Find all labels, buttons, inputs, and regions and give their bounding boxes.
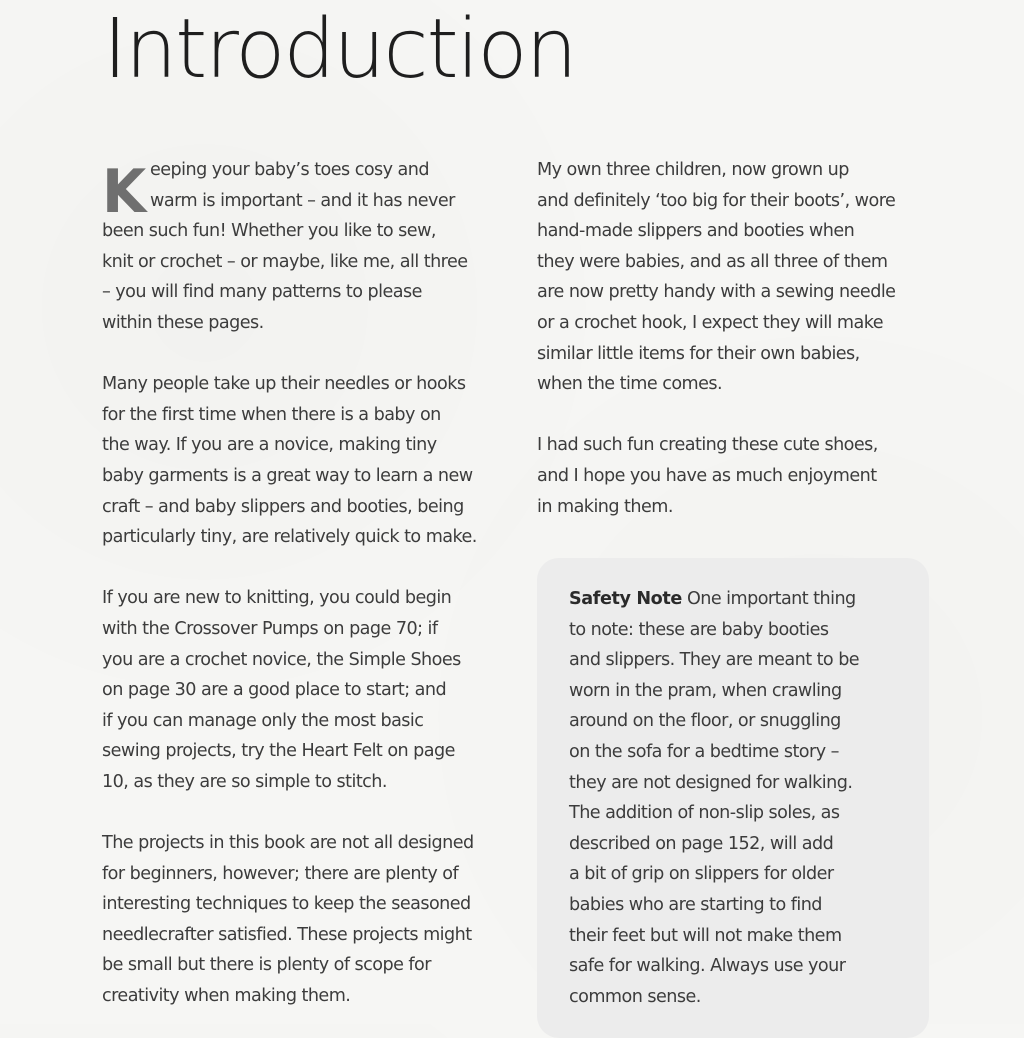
- text-line: eeping your baby’s toes cosy and: [150, 160, 430, 180]
- text-line: and definitely ‘too big for their boots’, wore: [537, 190, 896, 211]
- text-line: to note: these are baby booties: [569, 619, 829, 640]
- text-line: around on the floor, or snuggling: [569, 711, 841, 732]
- right-column: [537, 155, 947, 522]
- paragraph-intro: [102, 155, 512, 339]
- paragraph-gap: [102, 797, 512, 828]
- text-line: interesting techniques to keep the seasoned: [102, 894, 471, 915]
- paragraph-beginner-projects: [102, 583, 512, 797]
- text-line: and slippers. They are meant to be: [569, 650, 860, 671]
- text-line: are now pretty handy with a sewing needle: [537, 282, 896, 303]
- text-line: The projects in this book are not all designed: [102, 833, 474, 854]
- paragraph-advanced: [102, 828, 512, 1012]
- paragraph-children: [537, 155, 947, 400]
- text-line: in making them.: [537, 496, 673, 517]
- paragraph-novice: [102, 369, 512, 553]
- safety-note-box: [537, 558, 929, 1038]
- text-line: a bit of grip on slippers for older: [569, 864, 834, 885]
- text-line: described on page 152, will add: [569, 833, 834, 854]
- text-line: been such fun! Whether you like to sew,: [102, 221, 436, 242]
- text-line: similar little items for their own babies,: [537, 343, 860, 364]
- text-line: or a crochet hook, I expect they will make: [537, 312, 884, 333]
- paragraph-gap: [102, 339, 512, 370]
- text-line: worn in the pram, when crawling: [569, 680, 842, 701]
- text-line: when the time comes.: [537, 374, 723, 395]
- left-column: [102, 155, 512, 1012]
- text-line: warm is important – and it has never: [150, 190, 455, 211]
- safety-note-title: Safety Note: [569, 589, 682, 609]
- text-line: if you can manage only the most basic: [102, 710, 424, 731]
- text-line: you are a crochet novice, the Simple Shoes: [102, 649, 461, 670]
- text-line: and I hope you have as much enjoyment: [537, 465, 877, 486]
- text-line: their feet but will not make them: [569, 925, 842, 946]
- text-line: hand-made slippers and booties when: [537, 221, 855, 242]
- safety-note-first-line: One important thing: [686, 589, 856, 609]
- text-line: the way. If you are a novice, making tiny: [102, 435, 437, 456]
- text-line: knit or crochet – or maybe, like me, all three: [102, 251, 468, 272]
- text-line: creativity when making them.: [102, 986, 351, 1007]
- text-line: [569, 584, 859, 615]
- text-line: needlecrafter satisfied. These projects might: [102, 924, 472, 945]
- text-line: baby garments is a great way to learn a new: [102, 465, 473, 486]
- text-line: safe for walking. Always use your: [569, 956, 846, 977]
- text-line: If you are new to knitting, you could begin: [102, 588, 452, 609]
- safety-note-text: [569, 584, 859, 1012]
- paragraph-gap: [102, 553, 512, 584]
- page-title: Introduction: [103, 2, 576, 97]
- text-line: with the Crossover Pumps on page 70; if: [102, 618, 438, 639]
- text-line: – you will find many patterns to please: [102, 282, 422, 303]
- text-line: on page 30 are a good place to start; and: [102, 680, 447, 701]
- paragraph-closing: [537, 430, 947, 522]
- text-line: Many people take up their needles or hooks: [102, 374, 466, 395]
- paragraph-gap: [537, 400, 947, 431]
- text-line: they are not designed for walking.: [569, 772, 853, 793]
- text-line: craft – and baby slippers and booties, being: [102, 496, 464, 517]
- text-line: for beginners, however; there are plenty of: [102, 863, 459, 884]
- text-line: they were babies, and as all three of them: [537, 251, 888, 272]
- text-line: I had such fun creating these cute shoes,: [537, 435, 878, 456]
- text-line: be small but there is plenty of scope for: [102, 955, 431, 976]
- text-line: for the first time when there is a baby on: [102, 404, 441, 425]
- text-line: sewing projects, try the Heart Felt on page: [102, 741, 455, 762]
- text-line: 10, as they are so simple to stitch.: [102, 771, 387, 792]
- text-line: on the sofa for a bedtime story –: [569, 741, 839, 762]
- drop-cap: K: [102, 157, 147, 227]
- text-line: My own three children, now grown up: [537, 160, 849, 180]
- text-line: common sense.: [569, 986, 701, 1007]
- text-line: The addition of non-slip soles, as: [569, 803, 840, 824]
- text-line: particularly tiny, are relatively quick to make.: [102, 527, 477, 548]
- text-line: within these pages.: [102, 312, 264, 333]
- text-line: babies who are starting to find: [569, 894, 822, 915]
